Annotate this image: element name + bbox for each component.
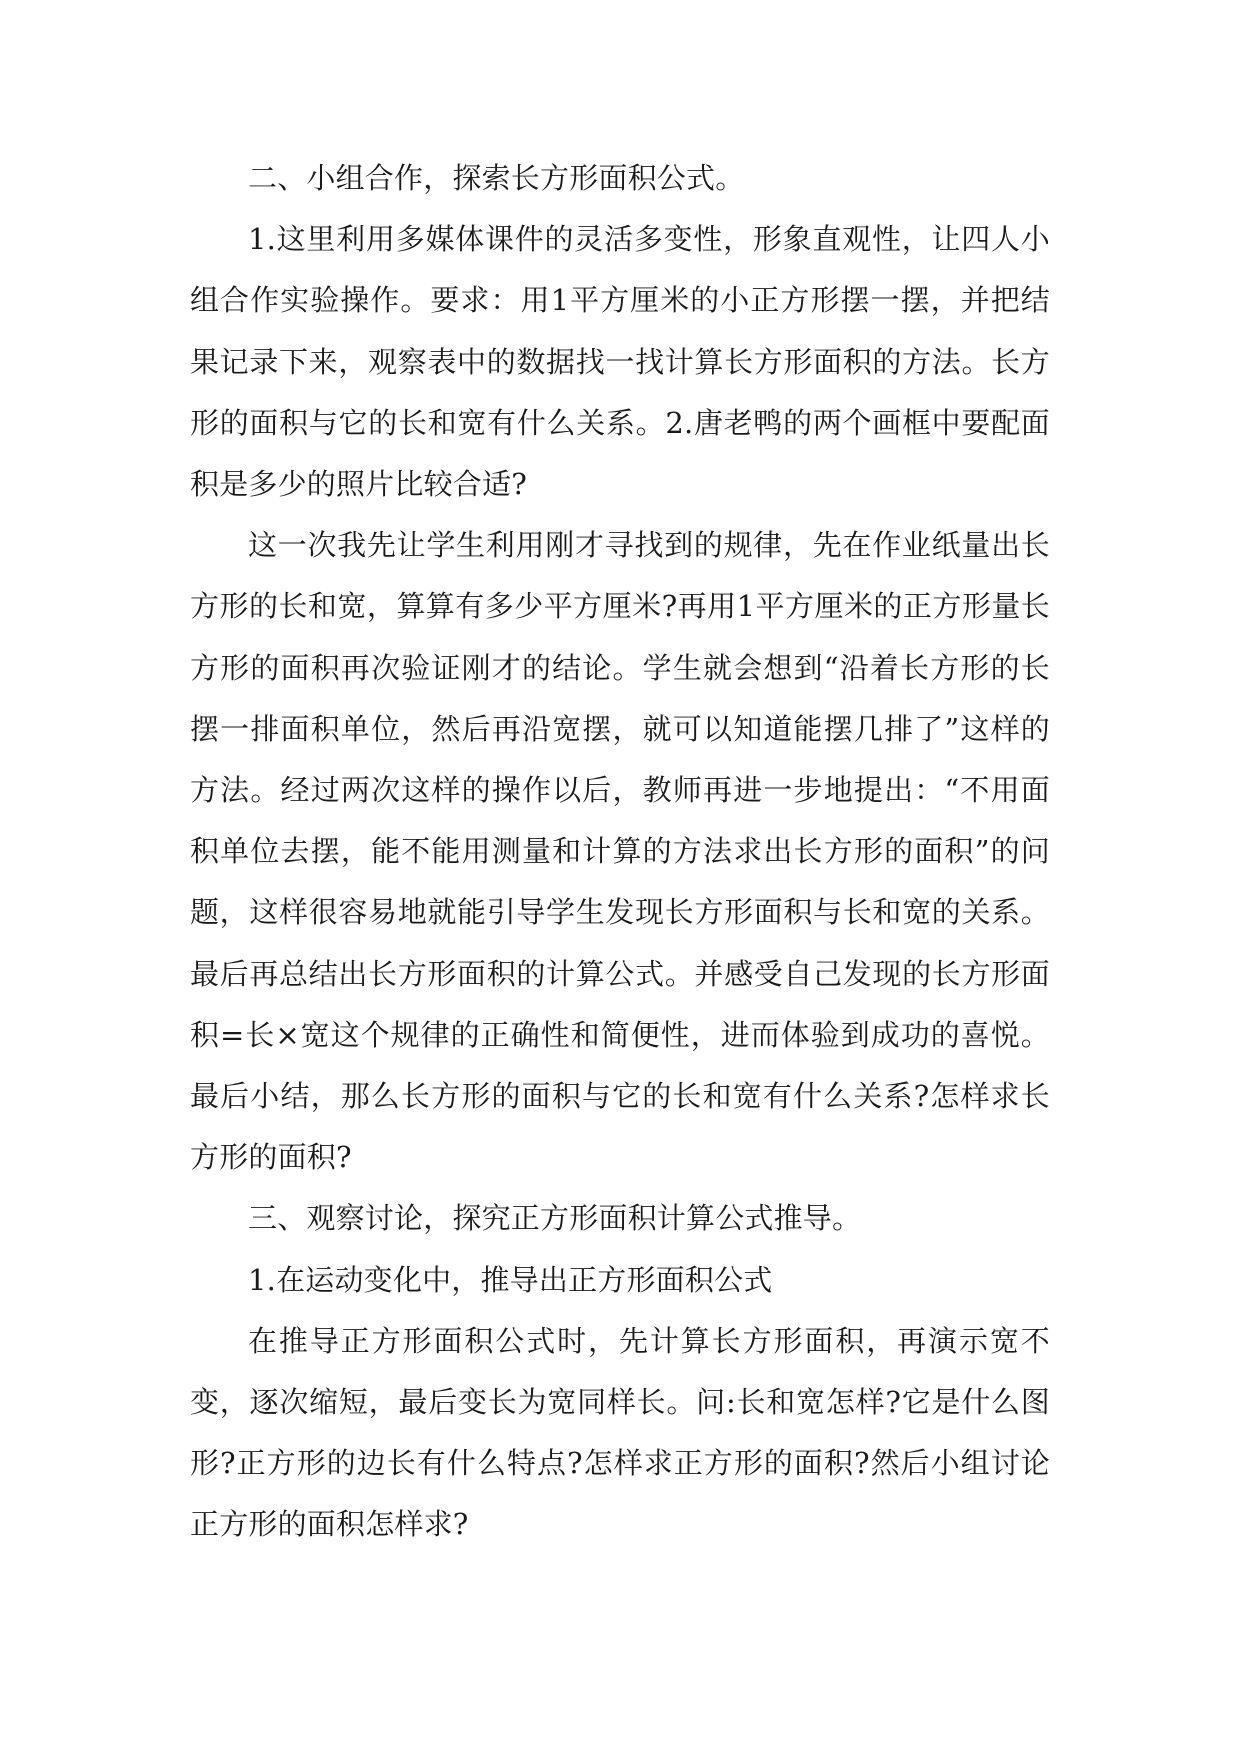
paragraph-square-derivation: 在推导正方形面积公式时，先计算长方形面积，再演示宽不变，逐次缩短，最后变长为宽同样长。问:长和宽怎样?它是什么图形?正方形的边长有什么特点?怎样求正方形的面积?然后小组讨论正方形的面积怎样求? — [190, 1323, 1050, 1542]
subheading-square-formula: 1.在运动变化中，推导出正方形面积公式 — [248, 1262, 773, 1297]
paragraph-group-experiment: 1.这里利用多媒体课件的灵活多变性，形象直观性，让四人小组合作实验操作。要求：用1平方厘米的小正方形摆一摆，并把结果记录下来，观察表中的数据找一找计算长方形面积的方法。长方形的面积与它的长和宽有什么关系。2.唐老鸭的两个画框中要配面积是多少的照片比较合适? — [190, 222, 1050, 502]
document-page — [190, 148, 1050, 1556]
heading-section-two: 二、小组合作，探索长方形面积公式。 — [248, 161, 745, 195]
paragraph-verification: 这一次我先让学生利用刚才寻找到的规律，先在作业纸量出长方形的长和宽，算算有多少平方厘米?再用1平方厘米的正方形量长方形的面积再次验证刚才的结论。学生就会想到“沿着长方形的长摆一排面积单位，然后再沿宽摆，就可以知道能摆几排了”这样的方法。经过两次这样的操作以后，教师再进一步地提出：“不用面积单位去摆，能不能用测量和计算的方法求出长方形的面积”的问题，这样很容易地就能引导学生发现长方形面积与长和宽的关系。最后再总结出长方形面积的计算公式。并感受自己发现的长方形面积=长×宽这个规律的正确性和简便性，进而体验到成功的喜悦。最后小结，那么长方形的面积与它的长和宽有什么关系?怎样求长方形的面积? — [190, 528, 1050, 1175]
heading-section-three: 三、观察讨论，探究正方形面积计算公式推导。 — [248, 1201, 862, 1236]
